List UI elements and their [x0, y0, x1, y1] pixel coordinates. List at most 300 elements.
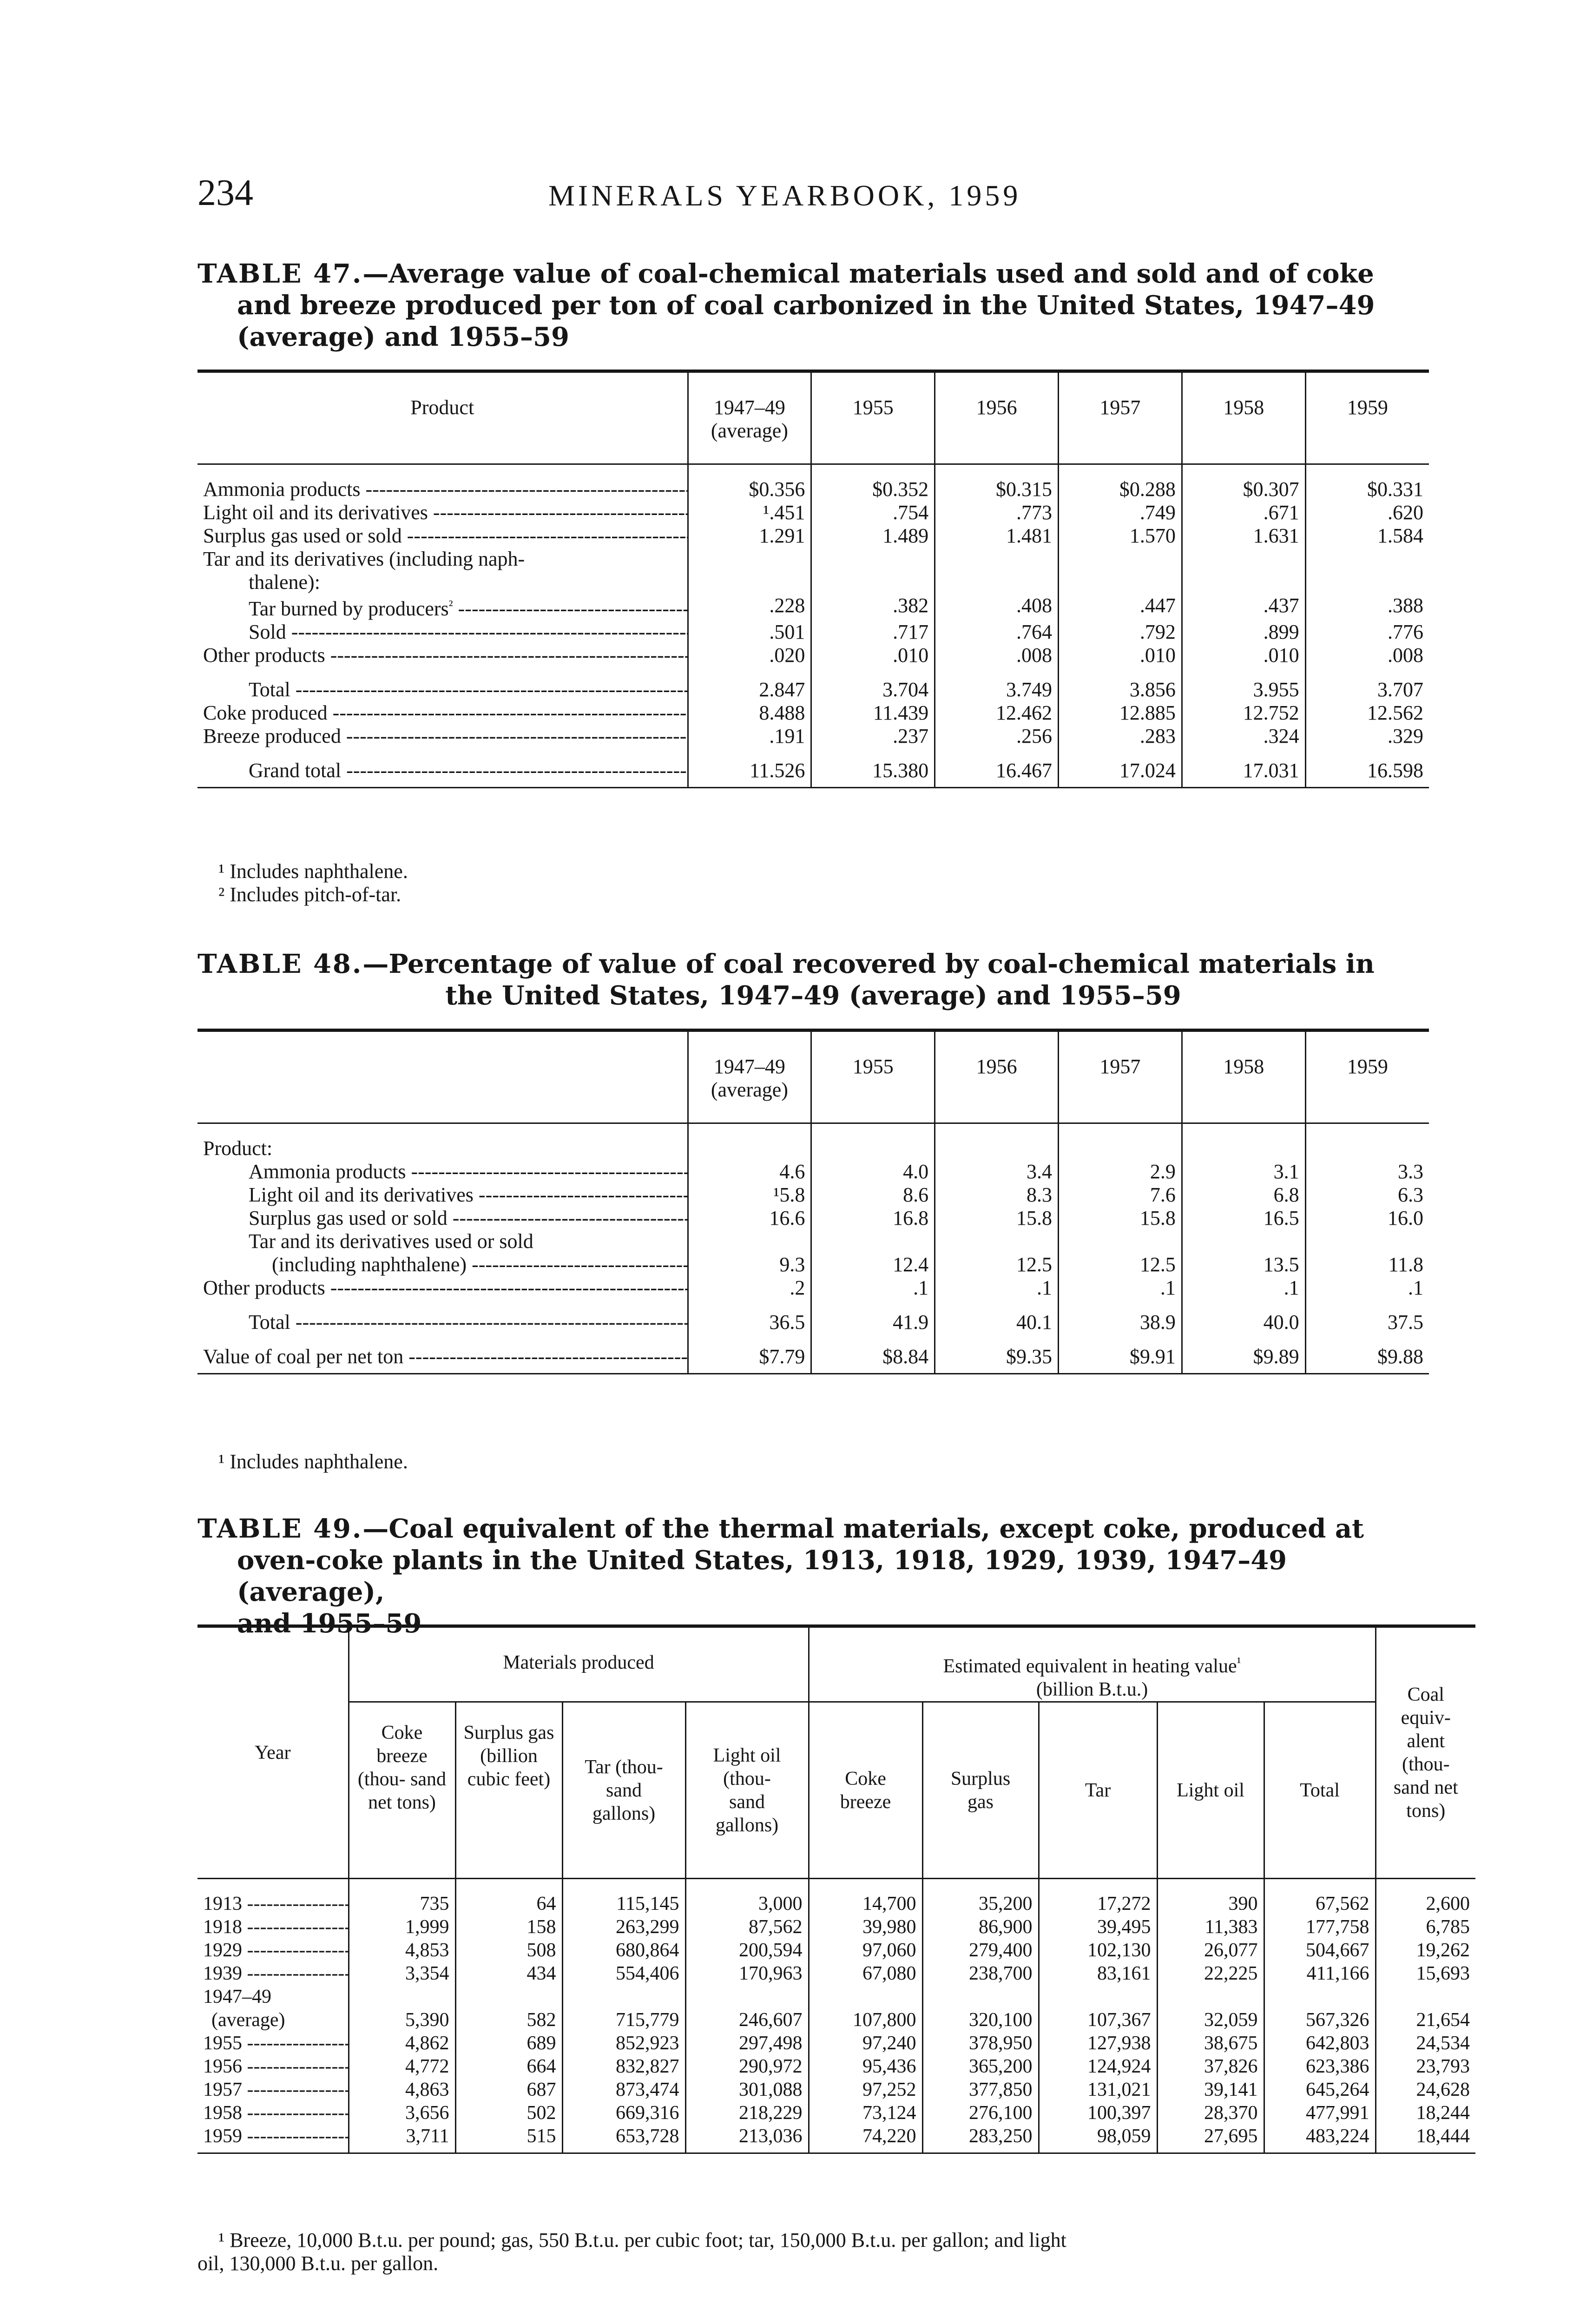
- table-49-cell: 11,383: [1157, 1915, 1264, 1939]
- table-47-cell: 16.598: [1305, 748, 1429, 788]
- table-48-cell: 3.1: [1182, 1160, 1305, 1183]
- table-47-row-label-cell: [197, 667, 688, 701]
- table-48-row-label: Tar and its derivatives used or sold: [249, 1230, 533, 1253]
- table-49-cell: 67,562: [1264, 1879, 1376, 1916]
- table-48-row-label-cell: [197, 1334, 688, 1374]
- table-47-row: [197, 701, 1429, 725]
- table-49-cell: [1157, 1985, 1264, 2008]
- table-48-cell: .1: [935, 1276, 1059, 1300]
- table-47-cell: 16.467: [935, 748, 1059, 788]
- table-47-cell: $0.288: [1058, 464, 1182, 502]
- table-49-row: [197, 1939, 1475, 1962]
- table-48-row-label-cell: [197, 1123, 688, 1161]
- table-47-cell: 1.584: [1305, 524, 1429, 548]
- table-48-row: [197, 1160, 1429, 1183]
- table-48-footnote: ¹ Includes naphthalene.: [218, 1450, 408, 1473]
- table-48-cell: 3.4: [935, 1160, 1059, 1183]
- table-47-row-label: Tar burned by producers: [249, 597, 449, 620]
- table-47-row: [197, 501, 1429, 524]
- table-49-cell: 170,963: [685, 1962, 809, 1985]
- table-47-cell: 1.570: [1058, 524, 1182, 548]
- table-49-cell: 32,059: [1157, 2008, 1264, 2032]
- table-47-row: [197, 571, 1429, 594]
- table-48-title-line-1: —Percentage of value of coal recovered by coal-chemical materials in: [362, 949, 1375, 979]
- table-47-cell: [935, 548, 1059, 571]
- table-49-caption: [197, 1513, 1429, 1639]
- table-48-cell: [1305, 1230, 1429, 1253]
- table-48-cell: [1182, 1123, 1305, 1161]
- table-48-cell: [935, 1230, 1059, 1253]
- table-49-cell: 390: [1157, 1879, 1264, 1916]
- table-49-cell: 3,711: [349, 2125, 455, 2153]
- table-48-cell: $9.91: [1058, 1334, 1182, 1374]
- table-49-row: [197, 1915, 1475, 1939]
- table-47-cell: [1305, 548, 1429, 571]
- table-48-row-label: Value of coal per net ton: [203, 1345, 404, 1368]
- table-48-row: [197, 1230, 1429, 1253]
- table-49-cell: 27,695: [1157, 2125, 1264, 2153]
- table-49-row-year: 1929 -----: [197, 1939, 349, 1962]
- table-49-cell: 669,316: [562, 2101, 685, 2125]
- table-47-cell: 3.707: [1305, 667, 1429, 701]
- table-47-row-label-cell: [197, 748, 688, 788]
- table-49-cell: 38,675: [1157, 2032, 1264, 2055]
- table-49-cell: 645,264: [1264, 2078, 1376, 2101]
- table-47-cell: .773: [935, 501, 1059, 524]
- table-47-cell: 17.024: [1058, 748, 1182, 788]
- table-48-cell: [811, 1230, 935, 1253]
- table-49-cell: 276,100: [922, 2101, 1039, 2125]
- table-47-header-1958: 1958: [1182, 371, 1305, 464]
- table-48-cell: 16.6: [688, 1207, 811, 1230]
- table-47-header-1959: 1959: [1305, 371, 1429, 464]
- table-49-cell: [455, 1985, 562, 2008]
- table-47-row-label-cell: [197, 524, 688, 548]
- table-49-header-e-light-oil: Light oil: [1157, 1702, 1264, 1879]
- table-48-cell: 38.9: [1058, 1300, 1182, 1334]
- table-49-cell: 19,262: [1376, 1939, 1475, 1962]
- table-49-cell: 18,444: [1376, 2125, 1475, 2153]
- table-48-cell: 11.8: [1305, 1253, 1429, 1276]
- table-48-cell: 40.0: [1182, 1300, 1305, 1334]
- table-48-row-label-cell: [197, 1160, 688, 1183]
- table-48-label: TABLE 48.: [197, 949, 363, 979]
- table-47-label: TABLE 47.: [197, 258, 363, 289]
- table-49-header-tar: Tar (thou- sand gallons): [562, 1702, 685, 1879]
- table-47-cell: 15.380: [811, 748, 935, 788]
- table-47-cell: $0.307: [1182, 464, 1305, 502]
- table-49-row-year: (average): [211, 2009, 285, 2031]
- table-47-cell: .329: [1305, 725, 1429, 748]
- table-47-cell: 3.749: [935, 667, 1059, 701]
- table-47-header-1947-49-sub: (average): [711, 419, 788, 442]
- table-49-row: [197, 2055, 1475, 2078]
- table-48-cell: 12.5: [1058, 1253, 1182, 1276]
- table-47-cell: 3.704: [811, 667, 935, 701]
- table-47-row-footnote-mark: ²: [448, 598, 453, 613]
- table-47-cell: 12.885: [1058, 701, 1182, 725]
- table-47-cell: [1182, 571, 1305, 594]
- table-49-cell: 23,793: [1376, 2055, 1475, 2078]
- table-48-header-1958: 1958: [1182, 1030, 1305, 1123]
- table-49-row-year: 1939 -----: [197, 1962, 349, 1985]
- table-49-header-estimated-equivalent: [809, 1626, 1376, 1702]
- table-48-header-1947-49-years: 1947–49: [713, 1055, 785, 1078]
- table-48-cell: $8.84: [811, 1334, 935, 1374]
- table-49-cell: 689: [455, 2032, 562, 2055]
- table-48-cell: 15.8: [1058, 1207, 1182, 1230]
- table-49-row: [197, 2125, 1475, 2153]
- table-49-cell: 95,436: [809, 2055, 922, 2078]
- table-47-cell: .792: [1058, 621, 1182, 644]
- table-49-header-year: Year: [197, 1626, 349, 1879]
- table-49-cell: 320,100: [922, 2008, 1039, 2032]
- table-48-cell: $9.88: [1305, 1334, 1429, 1374]
- table-49-cell: 83,161: [1039, 1962, 1157, 1985]
- table-47-row-label: Breeze produced: [203, 725, 341, 747]
- table-49-cell: 213,036: [685, 2125, 809, 2153]
- table-49-cell: 73,124: [809, 2101, 922, 2125]
- table-49-cell: 14,700: [809, 1879, 922, 1916]
- table-48-cell: ¹5.8: [688, 1183, 811, 1207]
- table-47-cell: [935, 571, 1059, 594]
- table-48-cell: 13.5: [1182, 1253, 1305, 1276]
- table-48-header-1956: 1956: [935, 1030, 1059, 1123]
- table-49: [197, 1624, 1475, 2154]
- table-47-cell: 1.489: [811, 524, 935, 548]
- table-48-cell: 37.5: [1305, 1300, 1429, 1334]
- table-49-cell: 26,077: [1157, 1939, 1264, 1962]
- table-47-header-1957: 1957: [1058, 371, 1182, 464]
- table-47-row-label-cell: [197, 644, 688, 667]
- table-48: [197, 1029, 1429, 1374]
- table-49-cell: 279,400: [922, 1939, 1039, 1962]
- table-48-cell: 36.5: [688, 1300, 811, 1334]
- table-48-row-label-cell: [197, 1183, 688, 1207]
- table-48-row: [197, 1183, 1429, 1207]
- table-49-cell: 102,130: [1039, 1939, 1157, 1962]
- table-47-cell: .717: [811, 621, 935, 644]
- table-48-row-label: Ammonia products: [249, 1160, 406, 1183]
- table-47-cell: .671: [1182, 501, 1305, 524]
- table-49-cell: 37,826: [1157, 2055, 1264, 2078]
- table-48-row: [197, 1334, 1429, 1374]
- table-49-row-year: 1957 -----: [197, 2078, 349, 2101]
- table-49-cell: 115,145: [562, 1879, 685, 1916]
- table-49-cell: 567,326: [1264, 2008, 1376, 2032]
- table-48-cell: 16.0: [1305, 1207, 1429, 1230]
- table-47-cell: .008: [935, 644, 1059, 667]
- table-47-row: [197, 464, 1429, 502]
- table-49-cell: 35,200: [922, 1879, 1039, 1916]
- table-48-title-line-2: the United States, 1947–49 (average) and 1955–59: [445, 980, 1181, 1011]
- table-49-cell: 17,272: [1039, 1879, 1157, 1916]
- table-48-cell: 40.1: [935, 1300, 1059, 1334]
- table-48-header-1947-49-sub: (average): [711, 1078, 788, 1101]
- table-47-row-label: Surplus gas used or sold: [203, 524, 402, 547]
- table-49-cell: 124,924: [1039, 2055, 1157, 2078]
- table-49-cell: 664: [455, 2055, 562, 2078]
- table-47-cell: 3.856: [1058, 667, 1182, 701]
- table-48-cell: 8.6: [811, 1183, 935, 1207]
- table-47-row-label-cell: [197, 571, 688, 594]
- table-48-row-label-cell: [197, 1230, 688, 1253]
- table-48-row-label: Product:: [203, 1137, 273, 1160]
- table-48-cell: .1: [1305, 1276, 1429, 1300]
- table-49-cell: [349, 1985, 455, 2008]
- table-48-cell: 3.3: [1305, 1160, 1429, 1183]
- table-49-header-e-coke-breeze: Coke breeze: [809, 1702, 922, 1879]
- table-48-cell: 2.9: [1058, 1160, 1182, 1183]
- table-49-cell: 4,862: [349, 2032, 455, 2055]
- table-49-cell: 283,250: [922, 2125, 1039, 2153]
- table-47-row: [197, 644, 1429, 667]
- table-48-cell: 12.5: [935, 1253, 1059, 1276]
- table-47-cell: [1182, 548, 1305, 571]
- table-47-footnote-1: ¹ Includes naphthalene.: [218, 860, 408, 883]
- table-47-title-line-3: (average) and 1955–59: [237, 322, 569, 352]
- table-49-header-e-surplus-gas: Surplus gas: [922, 1702, 1039, 1879]
- table-49-header-estimated-equivalent-sub: (billion B.t.u.): [1036, 1679, 1148, 1700]
- table-48-row: [197, 1123, 1429, 1161]
- table-49-cell: 87,562: [685, 1915, 809, 1939]
- table-49-cell: 39,980: [809, 1915, 922, 1939]
- table-49-row-year: 1947–49: [203, 1986, 271, 2007]
- table-49-cell: [809, 1985, 922, 2008]
- table-49-row-year: 1959 -----: [197, 2125, 349, 2153]
- table-49-cell: 735: [349, 1879, 455, 1916]
- table-47-cell: [688, 571, 811, 594]
- table-49-cell: 365,200: [922, 2055, 1039, 2078]
- table-49-header-footnote-mark: ¹: [1237, 1655, 1241, 1670]
- table-48-cell: .1: [1058, 1276, 1182, 1300]
- table-48-row-label-cell: [197, 1300, 688, 1334]
- table-49-cell: 1,999: [349, 1915, 455, 1939]
- table-47-cell: 3.955: [1182, 667, 1305, 701]
- table-49-cell: 411,166: [1264, 1962, 1376, 1985]
- table-47-cell: .501: [688, 621, 811, 644]
- table-48-cell: [688, 1230, 811, 1253]
- table-48-row: [197, 1300, 1429, 1334]
- table-49-cell: [562, 1985, 685, 2008]
- table-49-cell: 3,656: [349, 2101, 455, 2125]
- table-48-cell: .1: [811, 1276, 935, 1300]
- table-47-row-label: Light oil and its derivatives: [203, 501, 428, 524]
- table-47-row: [197, 524, 1429, 548]
- table-48-row: [197, 1207, 1429, 1230]
- table-47-cell: [811, 571, 935, 594]
- table-49-header-light-oil: Light oil (thou- sand gallons): [685, 1702, 809, 1879]
- table-49-cell: 107,367: [1039, 2008, 1157, 2032]
- table-49-cell: 6,785: [1376, 1915, 1475, 1939]
- table-49-cell: 832,827: [562, 2055, 685, 2078]
- table-48-cell: 7.6: [1058, 1183, 1182, 1207]
- table-47-cell: 1.631: [1182, 524, 1305, 548]
- table-47-body: [197, 464, 1429, 788]
- table-47-cell: .191: [688, 725, 811, 748]
- table-47-cell: .408: [935, 594, 1059, 621]
- table-47-cell: .437: [1182, 594, 1305, 621]
- table-48-cell: [811, 1123, 935, 1161]
- table-49-cell: 21,654: [1376, 2008, 1475, 2032]
- table-47-row: [197, 621, 1429, 644]
- table-48-cell: $9.35: [935, 1334, 1059, 1374]
- table-49-cell: 263,299: [562, 1915, 685, 1939]
- table-47-cell: .256: [935, 725, 1059, 748]
- table-47-row-label: Grand total: [249, 759, 342, 782]
- table-47-cell: [688, 548, 811, 571]
- table-47: [197, 370, 1429, 788]
- table-49-body: [197, 1879, 1475, 2153]
- table-47-cell: [811, 548, 935, 571]
- table-47-cell: 17.031: [1182, 748, 1305, 788]
- table-49-cell: 3,354: [349, 1962, 455, 1985]
- table-47-row-label: Total: [249, 678, 290, 701]
- table-47-row-label: Ammonia products: [203, 478, 361, 501]
- table-47-cell: .447: [1058, 594, 1182, 621]
- table-47-cell: .764: [935, 621, 1059, 644]
- table-47-header-1947-49: [688, 371, 811, 464]
- table-49-cell: 100,397: [1039, 2101, 1157, 2125]
- table-47-cell: .899: [1182, 621, 1305, 644]
- table-47-cell: 12.752: [1182, 701, 1305, 725]
- table-47-title-line-2: and breeze produced per ton of coal carbonized in the United States, 1947–49: [237, 290, 1375, 321]
- table-49-cell: 200,594: [685, 1939, 809, 1962]
- table-48-cell: [1305, 1123, 1429, 1161]
- table-47-row: [197, 548, 1429, 571]
- table-47-cell: $0.356: [688, 464, 811, 502]
- table-48-cell: 15.8: [935, 1207, 1059, 1230]
- table-49-cell: 515: [455, 2125, 562, 2153]
- table-49-cell: 4,863: [349, 2078, 455, 2101]
- table-47-row-label-cell: [197, 594, 688, 621]
- table-48-cell: .2: [688, 1276, 811, 1300]
- table-49-cell: 290,972: [685, 2055, 809, 2078]
- table-49-header-surplus-gas: Surplus gas (billion cubic feet): [455, 1702, 562, 1879]
- table-49-cell: 97,252: [809, 2078, 922, 2101]
- table-49-footnote-line-1: ¹ Breeze, 10,000 B.t.u. per pound; gas, 550 B.t.u. per cubic foot; tar, 150,000 B.t.u. per gallon; and light: [218, 2229, 1066, 2251]
- table-49-row-year: 1956 -----: [197, 2055, 349, 2078]
- table-48-header-1959: 1959: [1305, 1030, 1429, 1123]
- table-48-cell: 16.8: [811, 1207, 935, 1230]
- table-49-row: [197, 1985, 1475, 2008]
- table-47-header-product: Product: [197, 371, 688, 464]
- table-47-row: [197, 594, 1429, 621]
- table-49-row-year: 1958 -----: [197, 2101, 349, 2125]
- table-49-cell: 873,474: [562, 2078, 685, 2101]
- table-48-row-label-cell: [197, 1276, 688, 1300]
- table-48-row-label: (including naphthalene): [272, 1253, 467, 1276]
- table-49-cell: 131,021: [1039, 2078, 1157, 2101]
- table-47-cell: .324: [1182, 725, 1305, 748]
- table-47-row-label: Coke produced: [203, 701, 328, 724]
- table-49-cell: 477,991: [1264, 2101, 1376, 2125]
- table-48-cell: 4.0: [811, 1160, 935, 1183]
- table-49-cell: 5,390: [349, 2008, 455, 2032]
- table-47-row-label-cell: [197, 701, 688, 725]
- table-49-cell: [922, 1985, 1039, 2008]
- table-49-cell: 715,779: [562, 2008, 685, 2032]
- table-49-cell: 554,406: [562, 1962, 685, 1985]
- table-49-row: [197, 2032, 1475, 2055]
- table-49-cell: 97,240: [809, 2032, 922, 2055]
- table-48-cell: [1058, 1230, 1182, 1253]
- table-49-row: [197, 2008, 1475, 2032]
- table-48-cell: 12.4: [811, 1253, 935, 1276]
- table-48-row-label-cell: [197, 1207, 688, 1230]
- table-47-cell: .010: [1182, 644, 1305, 667]
- table-49-row-year: 1918 -----: [197, 1915, 349, 1939]
- table-48-row-label: Surplus gas used or sold: [249, 1207, 448, 1229]
- page-number: 234: [197, 172, 253, 213]
- table-49-header-e-tar: Tar: [1039, 1702, 1157, 1879]
- table-49-cell: 378,950: [922, 2032, 1039, 2055]
- table-47-cell: .388: [1305, 594, 1429, 621]
- table-47-cell: [1058, 548, 1182, 571]
- table-47-row-label-cell: [197, 725, 688, 748]
- table-48-header-1947-49: [688, 1030, 811, 1123]
- table-47-cell: ¹.451: [688, 501, 811, 524]
- table-47-cell: .620: [1305, 501, 1429, 524]
- table-49-cell: 623,386: [1264, 2055, 1376, 2078]
- table-48-body: [197, 1123, 1429, 1374]
- table-47-title-line-1: —Average value of coal-chemical materials used and sold and of coke: [362, 258, 1374, 289]
- table-48-header-1957: 1957: [1058, 1030, 1182, 1123]
- table-47-cell: 12.562: [1305, 701, 1429, 725]
- table-47-row-label: thalene):: [249, 571, 320, 594]
- table-49-cell: 680,864: [562, 1939, 685, 1962]
- table-49-cell: 74,220: [809, 2125, 922, 2153]
- table-47-row-label-cell: [197, 548, 688, 571]
- table-47-cell: $0.352: [811, 464, 935, 502]
- table-49-cell: [1039, 1985, 1157, 2008]
- table-48-caption: [197, 948, 1429, 1011]
- table-47-cell: 1.291: [688, 524, 811, 548]
- table-47-cell: 8.488: [688, 701, 811, 725]
- table-47-row-label-cell: [197, 621, 688, 644]
- table-49-cell: 4,772: [349, 2055, 455, 2078]
- table-49-row-year: 1913 -----: [197, 1879, 349, 1916]
- table-48-cell: 6.8: [1182, 1183, 1305, 1207]
- table-47-cell: .010: [811, 644, 935, 667]
- table-49-row: [197, 2101, 1475, 2125]
- table-49-cell: 218,229: [685, 2101, 809, 2125]
- table-49-cell: 98,059: [1039, 2125, 1157, 2153]
- table-49-cell: 504,667: [1264, 1939, 1376, 1962]
- table-49-cell: 24,628: [1376, 2078, 1475, 2101]
- table-48-row: [197, 1253, 1429, 1276]
- table-49-cell: [1376, 1985, 1475, 2008]
- table-48-row-label: Light oil and its derivatives: [249, 1183, 474, 1206]
- table-47-cell: [1305, 571, 1429, 594]
- table-49-footnote-line-2: oil, 130,000 B.t.u. per gallon.: [197, 2252, 439, 2275]
- table-49-footnote: [197, 2229, 1427, 2275]
- table-48-cell: 6.3: [1305, 1183, 1429, 1207]
- table-47-footnote-2: ² Includes pitch-of-tar.: [218, 883, 401, 906]
- table-49-cell: 107,800: [809, 2008, 922, 2032]
- table-49-cell: 24,534: [1376, 2032, 1475, 2055]
- table-49-cell: 67,080: [809, 1962, 922, 1985]
- table-48-cell: 16.5: [1182, 1207, 1305, 1230]
- table-48-header-blank: [197, 1030, 688, 1123]
- table-47-row: [197, 748, 1429, 788]
- table-47-cell: .776: [1305, 621, 1429, 644]
- table-48-cell: 8.3: [935, 1183, 1059, 1207]
- table-49-cell: 687: [455, 2078, 562, 2101]
- table-49-cell: 15,693: [1376, 1962, 1475, 1985]
- table-48-cell: 9.3: [688, 1253, 811, 1276]
- table-47-header-1955: 1955: [811, 371, 935, 464]
